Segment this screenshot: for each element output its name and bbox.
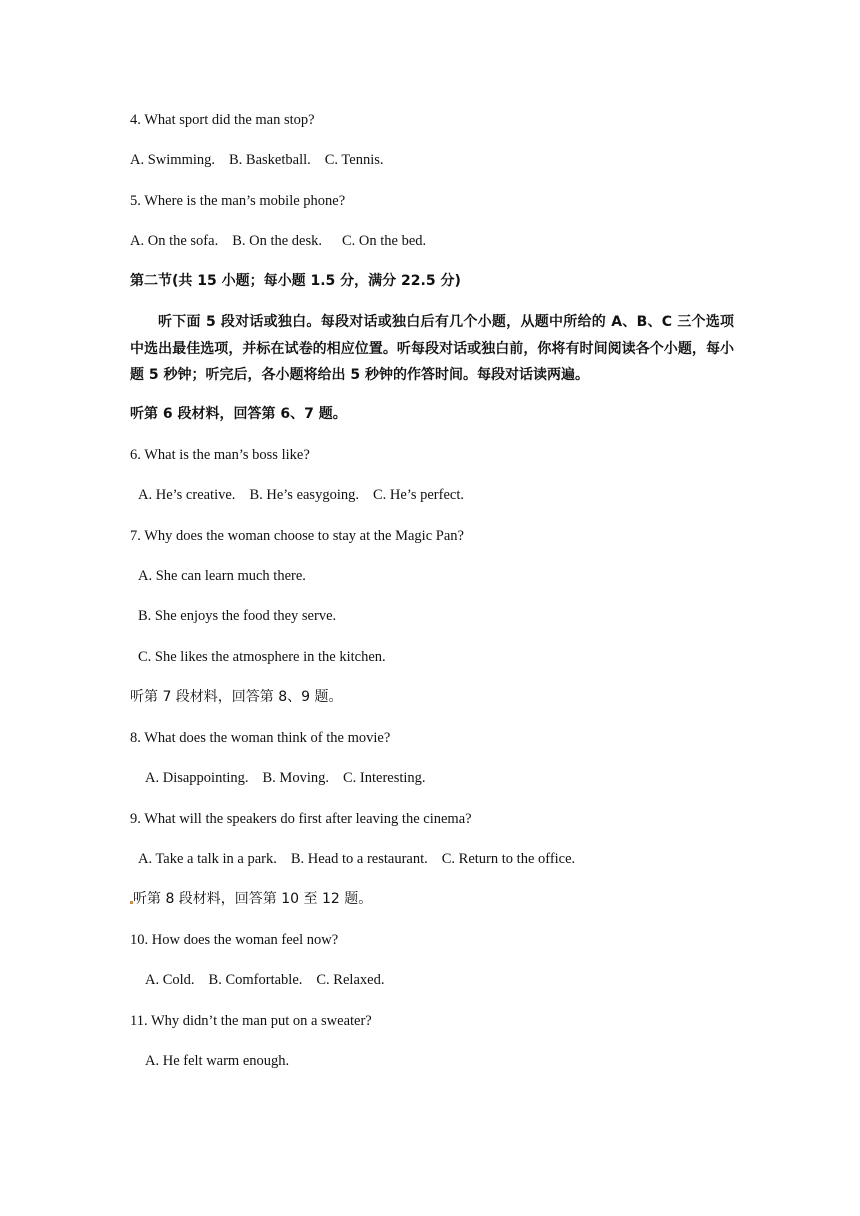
question-4-options [130,150,384,170]
question-9: 9. What will the speakers do first after leaving the cinema? [130,811,472,827]
question-10-option-c: C. Relaxed. [316,972,385,988]
question-6-options [138,485,464,505]
material-6-heading: 听第 6 段材料，回答第 6、7 题。 [130,406,347,422]
question-8-option-a: A. Disappointing. [145,770,249,786]
question-7-option-b: B. She enjoys the food they serve. [138,608,337,624]
question-8-options [145,768,426,788]
material-8-heading: 听第 8 段材料，回答第 10 至 12 题。 [133,891,373,907]
question-5-options [130,231,426,251]
material-7-heading: 听第 7 段材料，回答第 8、9 题。 [130,689,343,705]
question-9-option-b: B. Head to a restaurant. [290,851,428,867]
question-7-option-a: A. She can learn much there. [138,568,306,584]
question-6-option-a: A. He’s creative. [138,487,236,503]
question-6: 6. What is the man’s boss like? [130,447,310,463]
question-10-options [145,970,384,990]
question-6-option-b: B. He’s easygoing. [249,487,359,503]
question-10-option-b: B. Comfortable. [208,972,303,988]
question-9-option-a: A. Take a talk in a park. [138,851,277,867]
question-10-option-a: A. Cold. [145,972,195,988]
question-7-option-c: C. She likes the atmosphere in the kitchen. [138,649,386,665]
question-4-option-c: C. Tennis. [324,152,384,168]
section-2-instructions: 听下面 5 段对话或独白。每段对话或独白后有几个小题，从题中所给的 A、B、C 三个选项中选出最佳选项，并标在试卷的相应位置。听每段对话或独白前，你将有时间阅读各个小题，每小题 5 秒钟；听完后，各小题将给出 5 秒钟的作答时间。每段对话读两遍。 [130,314,734,383]
question-5-option-a: A. On the sofa. [130,233,219,249]
question-9-options [138,849,575,869]
question-8-option-b: B. Moving. [262,770,329,786]
question-9-option-c: C. Return to the office. [441,851,576,867]
question-6-option-c: C. He’s perfect. [372,487,464,503]
section-2-title: 第二节(共 15 小题；每小题 1.5 分，满分 22.5 分) [130,273,461,289]
question-5-option-c: C. On the bed. [342,233,427,249]
question-10: 10. How does the woman feel now? [130,932,339,948]
question-4-option-a: A. Swimming. [130,152,215,168]
question-4: 4. What sport did the man stop? [130,112,315,128]
question-4-option-b: B. Basketball. [229,152,311,168]
question-8: 8. What does the woman think of the movie? [130,730,391,746]
question-5-option-b: B. On the desk. [232,233,323,249]
question-11-option-a: A. He felt warm enough. [145,1053,290,1069]
question-11: 11. Why didn’t the man put on a sweater? [130,1013,372,1029]
question-5: 5. Where is the man’s mobile phone? [130,193,346,209]
question-8-option-c: C. Interesting. [342,770,426,786]
question-7: 7. Why does the woman choose to stay at the Magic Pan? [130,528,464,544]
